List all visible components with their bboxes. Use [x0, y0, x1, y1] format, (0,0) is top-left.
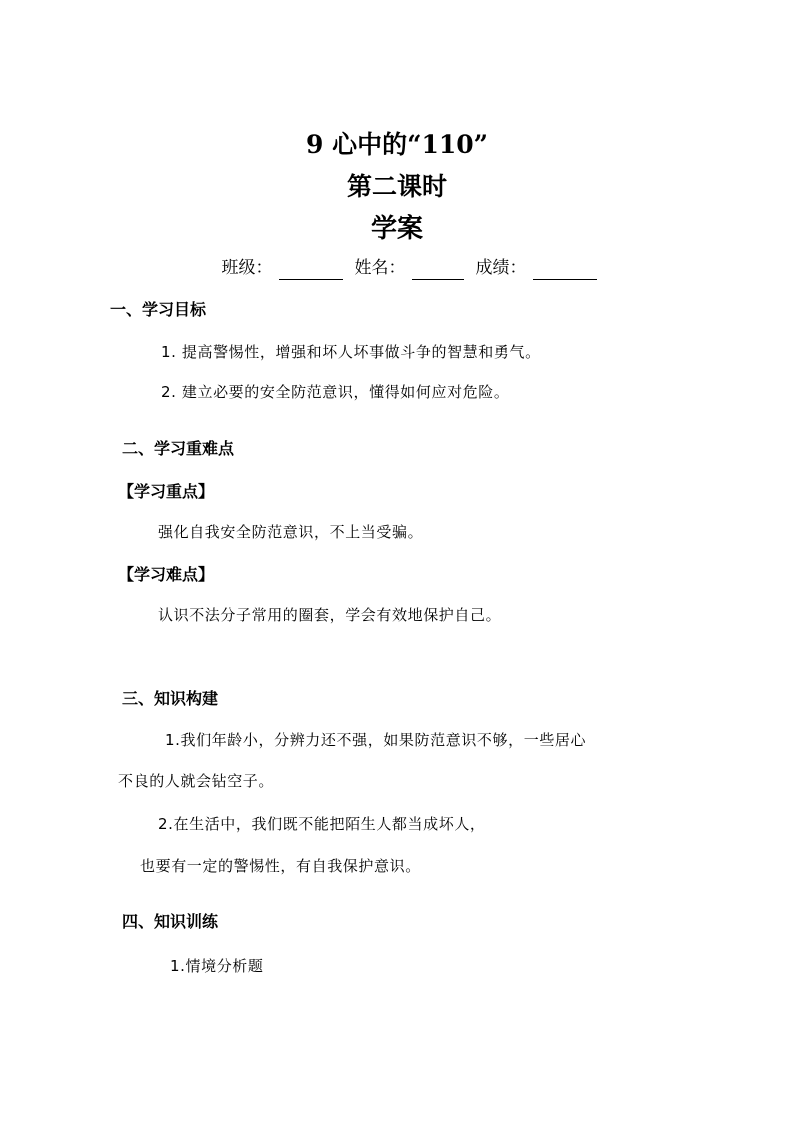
- document-title: 9 心中的“110”: [305, 130, 489, 159]
- knowledge-item-1-line-2: 不良的人就会钻空子。: [118, 772, 275, 790]
- section-heading-knowledge: 三、知识构建: [122, 689, 219, 708]
- score-blank[interactable]: [533, 261, 597, 280]
- class-blank[interactable]: [279, 261, 343, 280]
- section-heading-key-points: 二、学习重难点: [122, 439, 235, 458]
- section-heading-training: 四、知识训练: [122, 912, 219, 931]
- class-field: [222, 256, 343, 280]
- goal-item-1: 1. 提高警惕性，增强和坏人坏事做斗争的智慧和勇气。: [161, 343, 541, 361]
- class-label: 班级：: [221, 258, 273, 278]
- difficulty-label: 【学习难点】: [118, 565, 215, 584]
- focus-text: 强化自我安全防范意识，不上当受骗。: [158, 523, 424, 541]
- knowledge-item-1-line-1: 1.我们年龄小，分辨力还不强，如果防范意识不够，一些居心: [165, 731, 587, 749]
- lesson-subtitle: 第二课时: [346, 172, 447, 201]
- student-info-row: [0, 256, 794, 280]
- training-item-1: 1.情境分析题: [170, 957, 264, 975]
- knowledge-item-2-line-2: 也要有一定的警惕性，有自我保护意识。: [140, 857, 421, 875]
- difficulty-text: 认识不法分子常用的圈套，学会有效地保护自己。: [158, 606, 502, 624]
- document-type-title: 学案: [370, 214, 423, 244]
- section-heading-goals: 一、学习目标: [110, 300, 207, 319]
- goal-item-2: 2. 建立必要的安全防范意识，懂得如何应对危险。: [161, 383, 510, 401]
- knowledge-item-2-line-1: 2.在生活中，我们既不能把陌生人都当成坏人，: [158, 815, 486, 833]
- score-field: [476, 256, 597, 280]
- focus-label: 【学习重点】: [118, 482, 215, 501]
- score-label: 成绩：: [475, 258, 527, 278]
- name-field: [355, 256, 464, 280]
- name-blank[interactable]: [412, 261, 464, 280]
- name-label: 姓名：: [354, 258, 406, 278]
